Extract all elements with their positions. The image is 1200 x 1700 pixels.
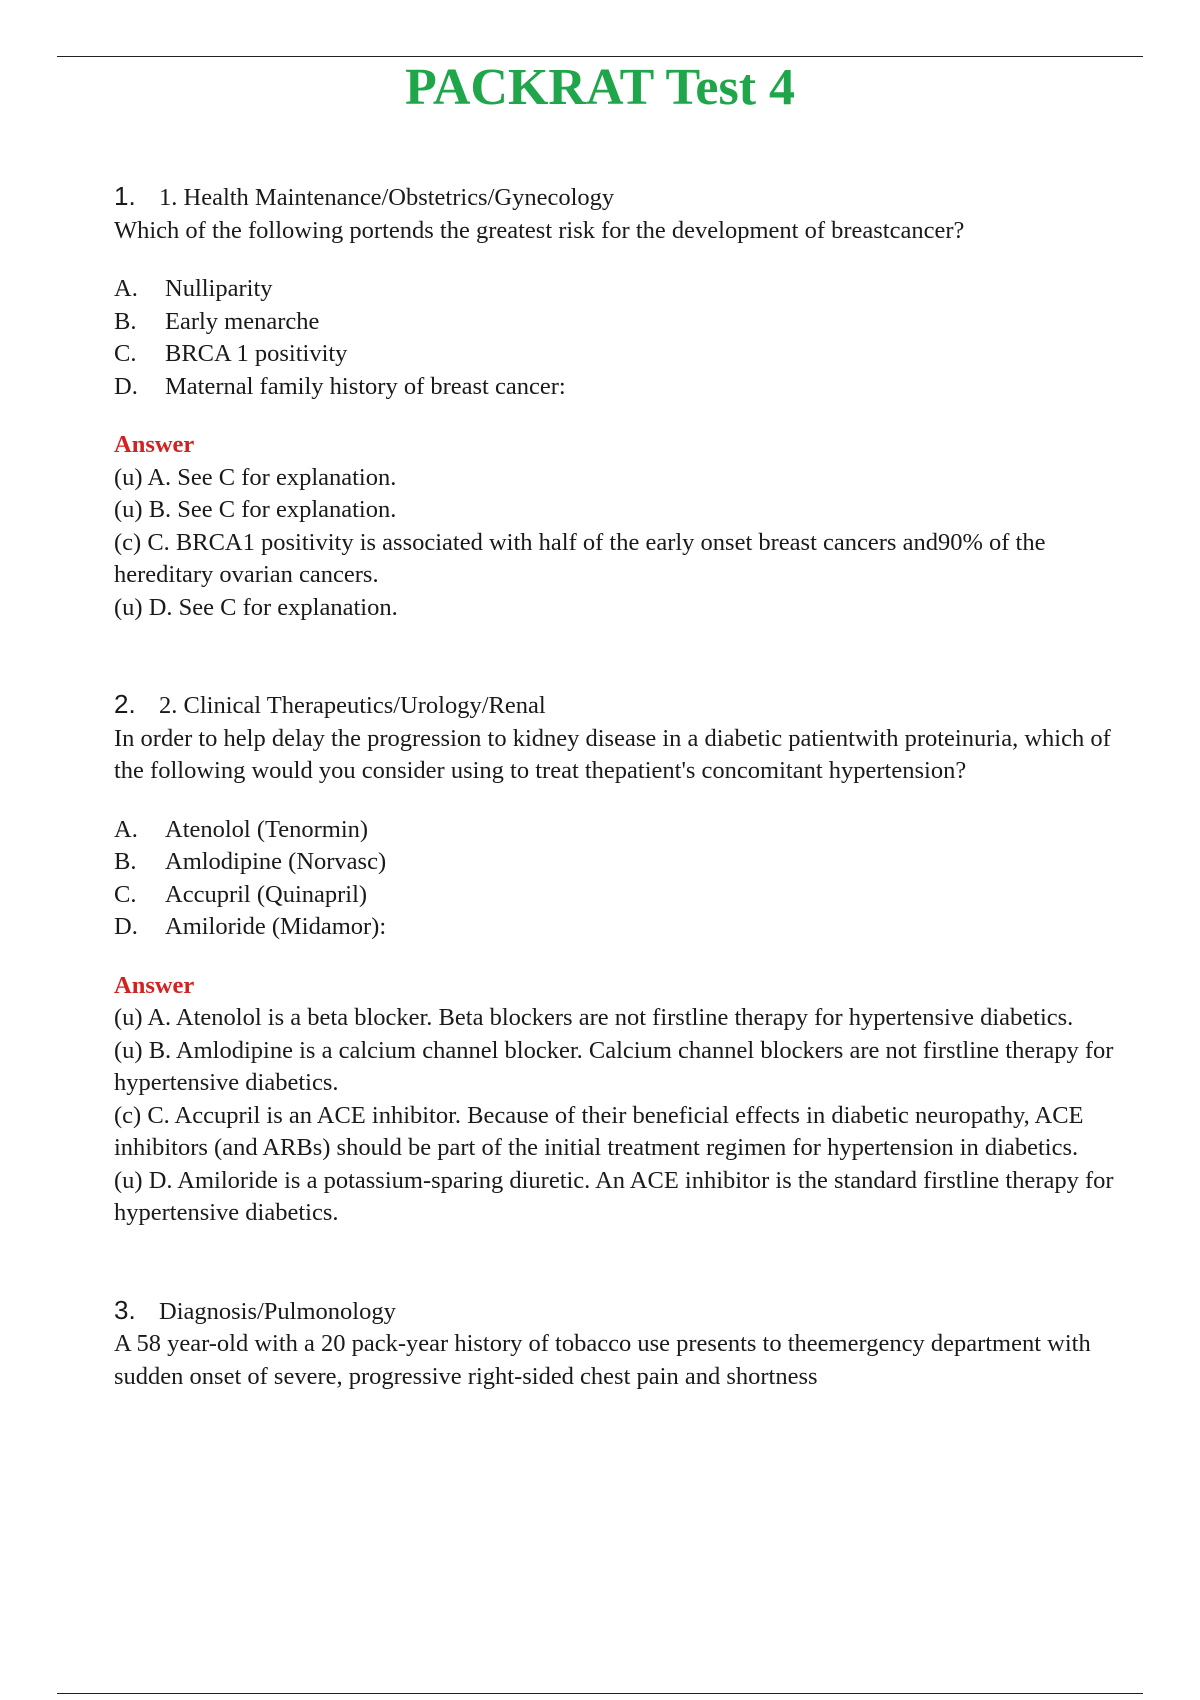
answer-explanation: (c) C. BRCA1 positivity is associated with half of the early onset breast cancers and90% of the hereditary ovarian cancers. (114, 528, 1046, 588)
option-text: Atenolol (Tenormin) (165, 815, 369, 843)
question-header (114, 1294, 1144, 1329)
option-letter: B. (114, 307, 137, 335)
answer-explanation: (u) B. See C for explanation. (114, 496, 397, 523)
question-2 (114, 688, 1144, 1230)
question-3 (114, 1294, 1144, 1394)
page-title: PACKRAT Test 4 (404, 59, 796, 116)
option-list (114, 273, 1144, 403)
option-b (114, 306, 1144, 339)
answer-explanation: (u) D. See C for explanation. (114, 593, 398, 621)
question-number: 3. (114, 1294, 136, 1325)
option-a (114, 814, 1144, 847)
question-category: 2. Clinical Therapeutics/Urology/Renal (159, 692, 546, 719)
question-number: 1. (114, 181, 136, 211)
question-stem: In order to help delay the progression to kidney disease in a diabetic patientwith proteinuria, which of the following would you consider using to treat thepatient's concomitant hypertension? (114, 724, 1111, 784)
answer-label: Answer (114, 431, 195, 458)
option-c (114, 879, 1144, 912)
option-letter: C. (114, 340, 137, 367)
option-d (114, 371, 1144, 404)
answer-explanation: (u) A. See C for explanation. (114, 463, 397, 491)
option-letter: A. (114, 275, 138, 302)
option-text: Early menarche (165, 307, 320, 335)
option-text: Amiloride (Midamor): (165, 913, 387, 940)
option-b (114, 846, 1144, 879)
option-list (114, 814, 1144, 944)
question-header (114, 688, 1144, 723)
answer-explanation: (u) A. Atenolol is a beta blocker. Beta blockers are not firstline therapy for hypertensive diabetics. (114, 1004, 1074, 1031)
option-letter: C. (114, 880, 137, 908)
answer-explanation: (u) D. Amiloride is a potassium-sparing diuretic. An ACE inhibitor is the standard firstline therapy for hypertensive diabetics. (114, 1166, 1114, 1226)
option-letter: B. (114, 848, 137, 875)
question-number: 2. (114, 689, 136, 719)
option-letter: D. (114, 372, 138, 400)
answer-label: Answer (114, 971, 195, 999)
answer-explanation: (u) B. Amlodipine is a calcium channel blocker. Calcium channel blockers are not firstline therapy for hypertensive diabetics. (114, 1036, 1114, 1096)
answer-explanation: (c) C. Accupril is an ACE inhibitor. Because of their beneficial effects in diabetic neuropathy, ACE inhibitors (and ARBs) should be part of the initial treatment regimen for hypertension in diabetics. (114, 1101, 1084, 1161)
top-rule (57, 56, 1143, 57)
bottom-rule (57, 1693, 1143, 1694)
question-category: Diagnosis/Pulmonology (159, 1297, 396, 1325)
option-letter: D. (114, 913, 138, 940)
option-letter: A. (114, 815, 138, 843)
option-d (114, 911, 1144, 944)
question-stem: Which of the following portends the greatest risk for the development of breastcancer? (114, 216, 965, 244)
option-a (114, 273, 1144, 306)
question-header (114, 180, 1144, 215)
option-text: Maternal family history of breast cancer: (165, 372, 566, 400)
option-text: Nulliparity (165, 275, 273, 302)
question-1 (114, 180, 1144, 624)
option-text: Amlodipine (Norvasc) (165, 848, 387, 875)
option-c (114, 338, 1144, 371)
document-body (114, 180, 1144, 1393)
option-text: BRCA 1 positivity (165, 340, 348, 367)
question-stem: A 58 year-old with a 20 pack-year history of tobacco use presents to theemergency department with sudden onset of severe, progressive right-sided chest pain and shortness (114, 1330, 1091, 1390)
option-text: Accupril (Quinapril) (165, 880, 368, 908)
question-category: 1. Health Maintenance/Obstetrics/Gynecology (159, 184, 615, 211)
